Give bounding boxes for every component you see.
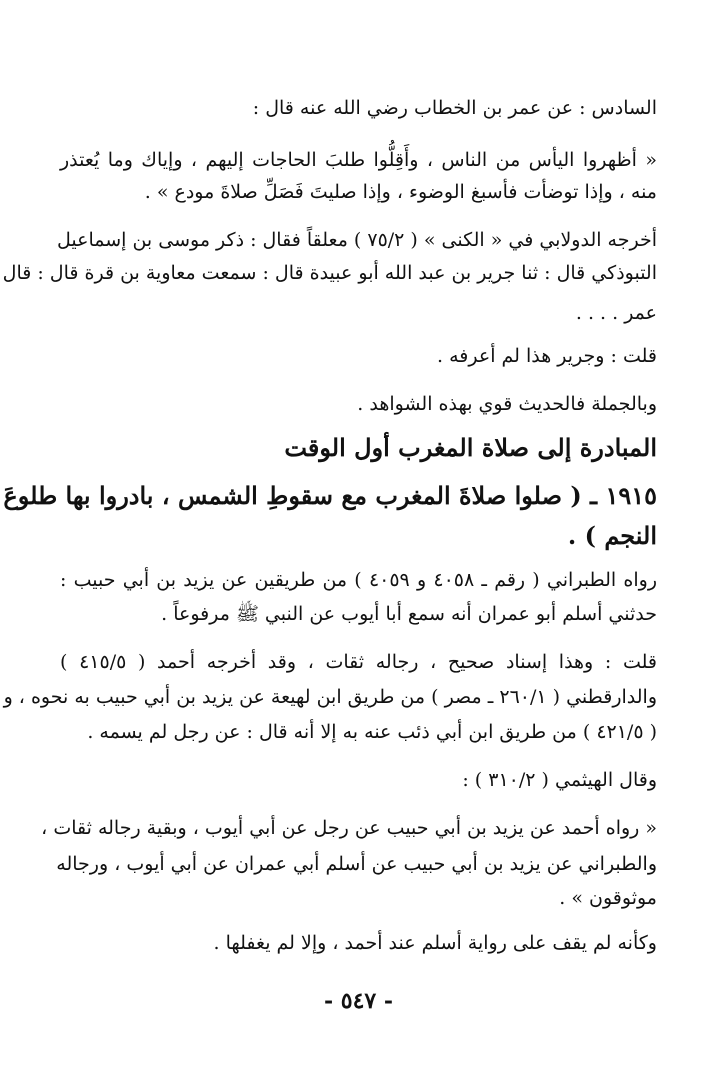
hadith-text: النجم ) .: [567, 521, 657, 550]
text-line: منه ، وإذا توضأت فأسبغ الوضوء ، وإذا صليتَ فَصَلِّ صلاةَ مودع » .: [144, 181, 657, 203]
text-line: التبوذكي قال : ثنا جرير بن عبد الله أبو عبيدة قال : سمعت معاوية بن قرة قال : قال: [2, 262, 657, 284]
section-heading: المبادرة إلى صلاة المغرب أول الوقت: [284, 433, 657, 462]
text-line: « أظهروا اليأس من الناس ، وأَقِلُّوا طلبَ الحاجات إليهم ، وإياك وما يُعتذر: [60, 149, 657, 171]
text-line: قلت : وهذا إسناد صحيح ، رجاله ثقات ، وقد أخرجه أحمد ( ٤١٥/٥ ): [60, 651, 657, 673]
text-line: ( ٤٢١/٥ ) من طريق ابن أبي ذئب عنه به إلا أنه قال : عن رجل لم يسمه .: [87, 721, 657, 743]
text-line: والدارقطني ( ٢٦٠/١ ـ مصر ) من طريق ابن لهيعة عن يزيد بن أبي حبيب به نحوه ، و: [3, 686, 657, 708]
text-line: حدثني أسلم أبو عمران أنه سمع أبا أيوب عن النبي ﷺ مرفوعاً .: [161, 603, 657, 625]
text-line: وقال الهيثمي ( ٣١٠/٢ ) :: [462, 769, 657, 791]
text-line: السادس : عن عمر بن الخطاب رضي الله عنه قال :: [252, 97, 657, 119]
text-line: رواه الطبراني ( رقم ـ ٤٠٥٨ و ٤٠٥٩ ) من طريقين عن يزيد بن أبي حبيب :: [60, 569, 658, 591]
text-line: والطبراني عن يزيد بن أبي حبيب عن أسلم أبي عمران عن أبي أيوب ، ورجاله: [56, 853, 657, 875]
text-line: قلت : وجرير هذا لم أعرفه .: [437, 345, 657, 367]
hadith-text: ١٩١٥ ـ ( صلوا صلاةَ المغرب مع سقوطِ الشمس ، بادروا بها طلوعَ: [3, 481, 657, 510]
text-line: موثوقون » .: [559, 887, 657, 909]
text-line: وكأنه لم يقف على رواية أسلم عند أحمد ، وإلا لم يغفلها .: [213, 932, 657, 954]
text-line: أخرجه الدولابي في « الكنى » ( ٧٥/٢ ) معلقاً فقال : ذكر موسى بن إسماعيل: [56, 229, 657, 251]
text-line: عمر . . . .: [575, 302, 657, 324]
text-line: « رواه أحمد عن يزيد بن أبي حبيب عن رجل عن أبي أيوب ، وبقية رجاله ثقات ،: [41, 817, 657, 839]
text-line: وبالجملة فالحديث قوي بهذه الشواهد .: [357, 393, 657, 415]
page-number: - ٥٤٧ -: [323, 988, 394, 1014]
